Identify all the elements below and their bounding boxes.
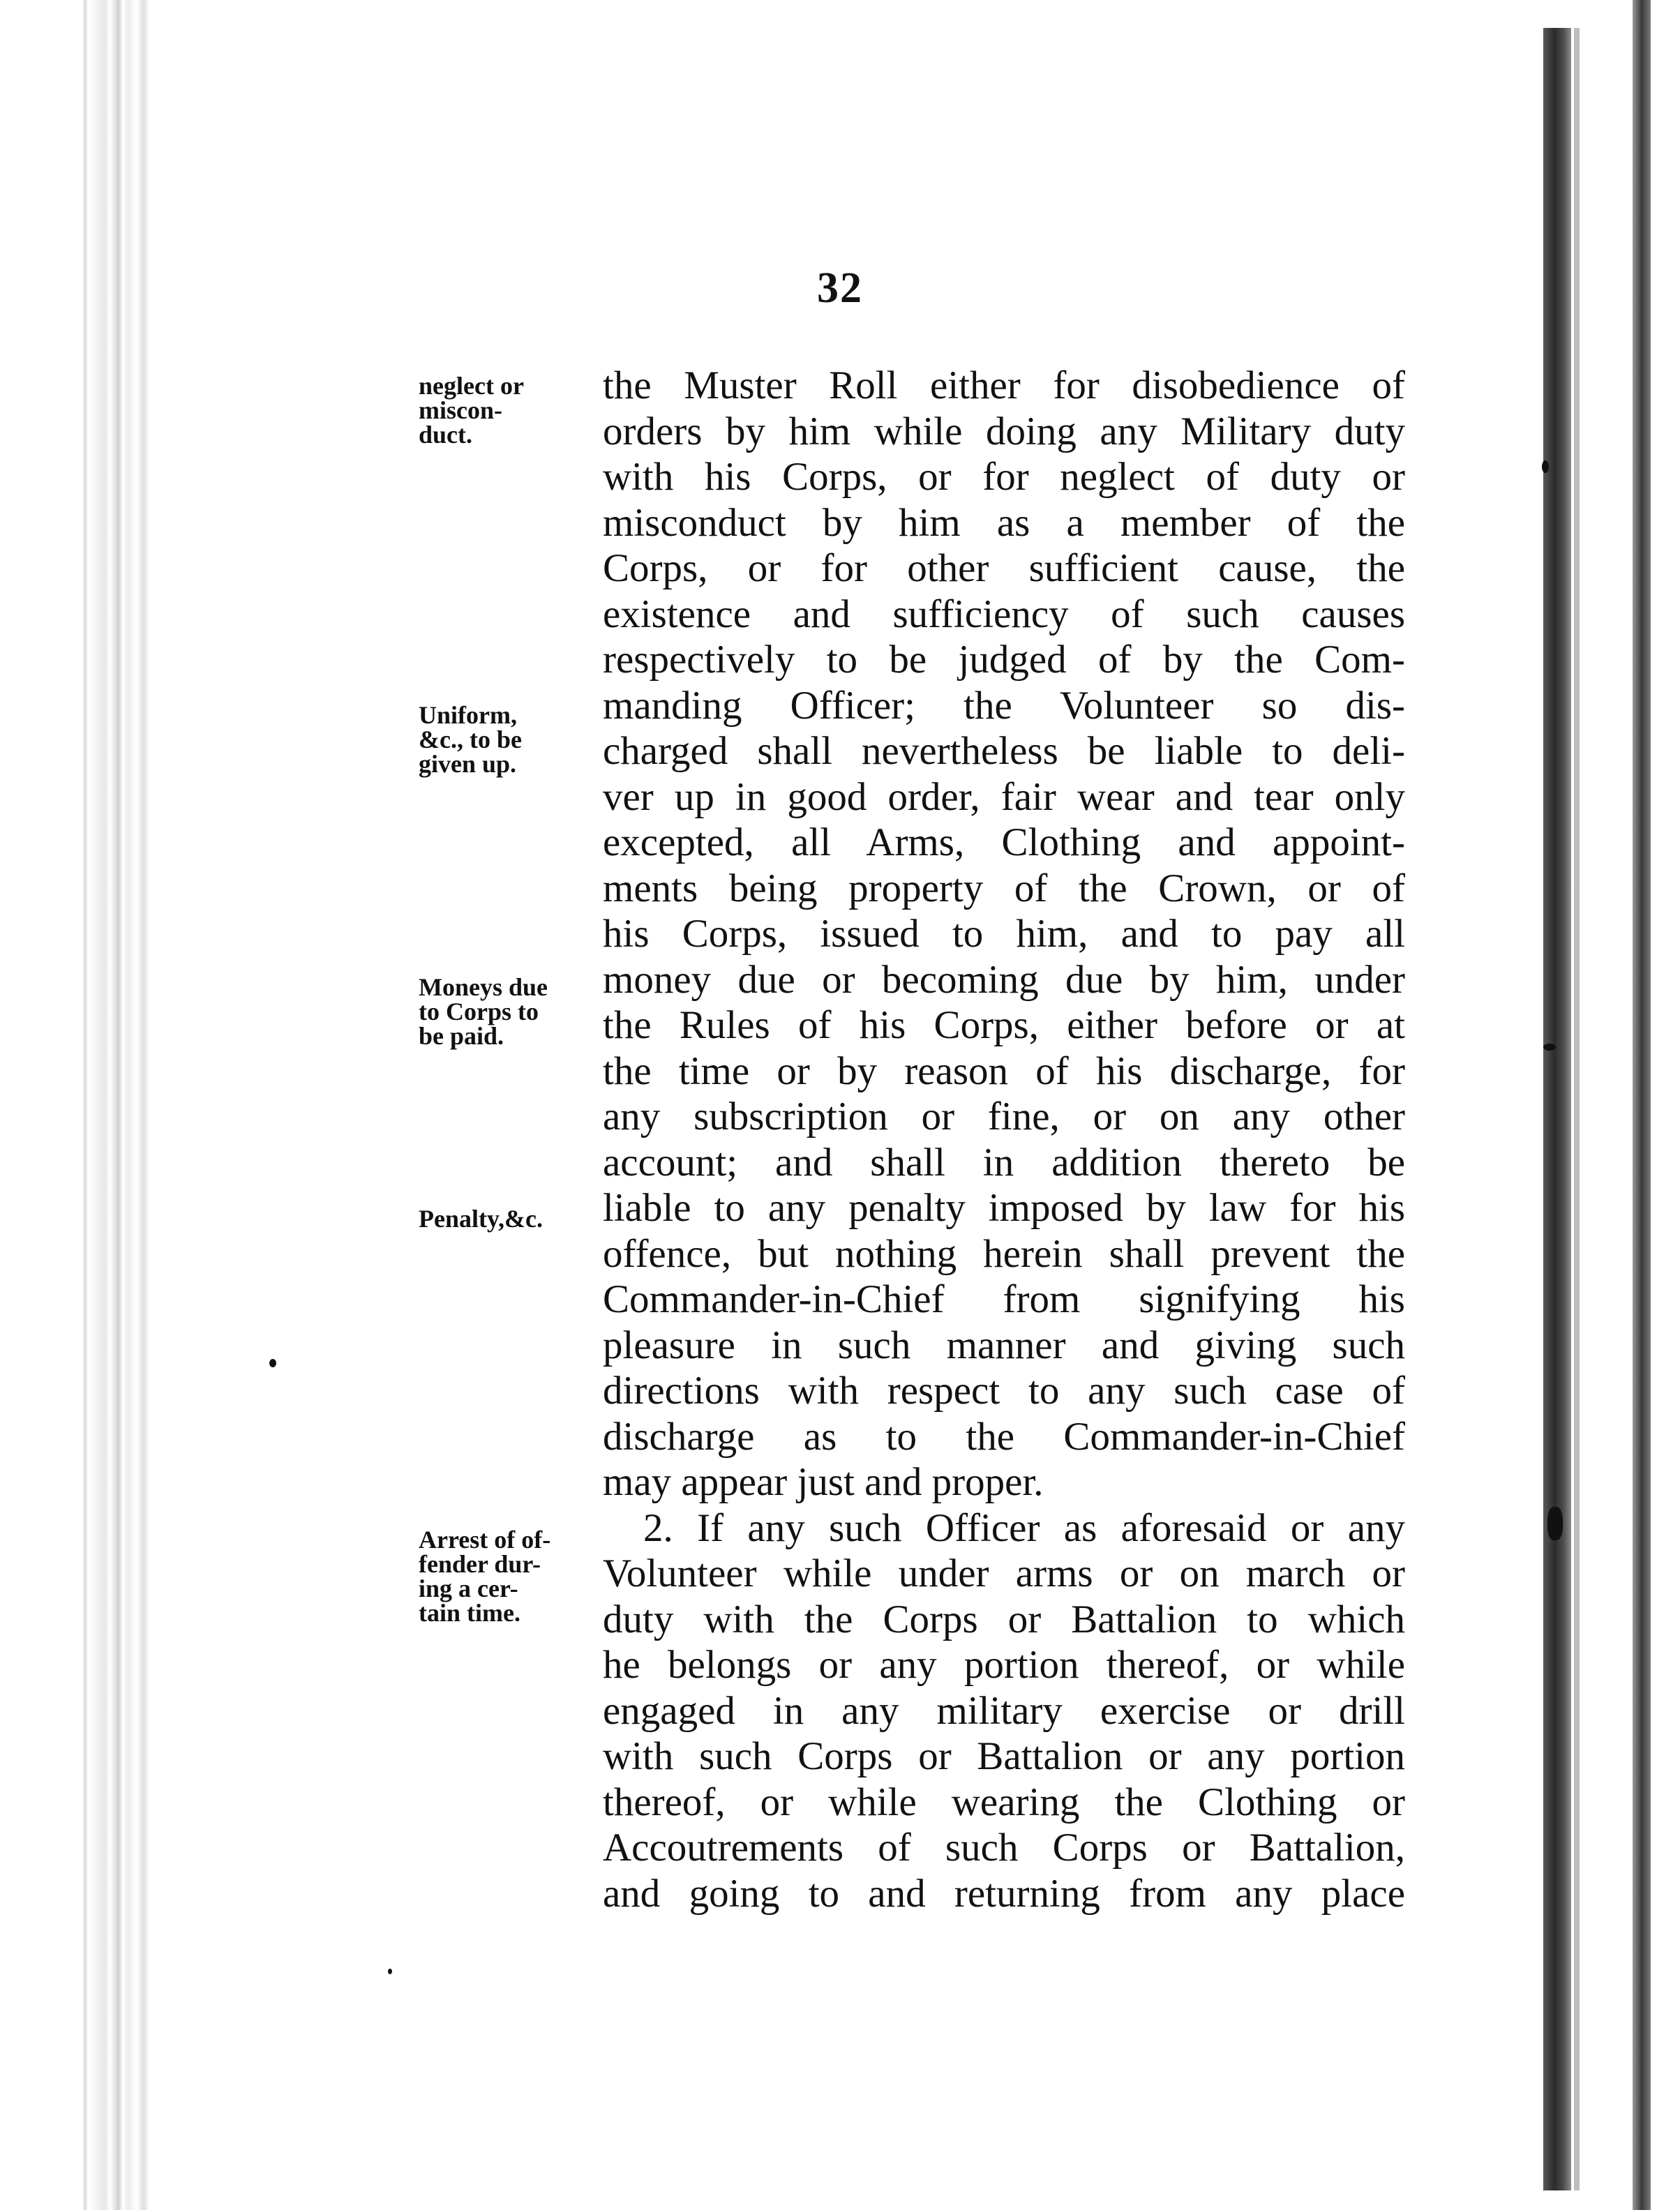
scan-speck <box>1543 1044 1556 1051</box>
margin-note-neglect <box>419 374 600 447</box>
margin-note-line: miscon- <box>419 396 502 424</box>
binding-highlight <box>1574 28 1580 2190</box>
body-line: excepted, all Arms, Clothing and appoint- <box>603 820 1405 864</box>
scan-speck <box>1547 1507 1563 1540</box>
facing-page-edge <box>1633 0 1651 2210</box>
body-line: the time or by reason of his discharge, for <box>603 1048 1405 1093</box>
body-line: and going to and returning from any place <box>603 1871 1405 1916</box>
body-line: engaged in any military exercise or drill <box>603 1688 1405 1733</box>
scan-speck <box>388 1969 392 1974</box>
body-line: his Corps, issued to him, and to pay all <box>603 912 1405 956</box>
body-line: he belongs or any portion thereof, or while <box>603 1643 1405 1687</box>
binding-shadow <box>1543 28 1571 2190</box>
margin-note-penalty <box>419 1207 600 1231</box>
scan-speck <box>1542 460 1549 473</box>
body-line: the Rules of his Corps, either before or at <box>603 1003 1405 1047</box>
body-line: thereof, or while wearing the Clothing or <box>603 1780 1405 1824</box>
margin-note-line: be paid. <box>419 1022 504 1050</box>
body-line: Corps, or for other sufficient cause, the <box>603 546 1405 590</box>
body-line: account; and shall in addition thereto be <box>603 1140 1405 1185</box>
body-line: money due or becoming due by him, under <box>603 957 1405 1002</box>
body-line: Commander-in-Chief from signifying his <box>603 1277 1405 1321</box>
scan-speck <box>269 1359 276 1367</box>
body-line: liable to any penalty imposed by law for his <box>603 1186 1405 1230</box>
body-line: existence and sufficiency of such causes <box>603 592 1405 636</box>
body-line: 2. If any such Officer as aforesaid or any <box>643 1505 1405 1550</box>
margin-note-line: given up. <box>419 750 517 778</box>
body-line: ver up in good order, fair wear and tear only <box>603 774 1405 819</box>
body-line: with his Corps, or for neglect of duty or <box>603 455 1405 499</box>
margin-note-line: ing a cer- <box>419 1574 518 1602</box>
margin-note-line: Uniform, <box>419 701 517 729</box>
page-left-edge <box>0 0 160 2210</box>
body-line: Accoutrements of such Corps or Battalion, <box>603 1826 1405 1870</box>
margin-note-line: to Corps to <box>419 998 539 1025</box>
margin-note-line: neglect or <box>419 372 524 400</box>
body-line: respectively to be judged of by the Com- <box>603 638 1405 682</box>
body-line: directions with respect to any such case of <box>603 1369 1405 1413</box>
body-line: charged shall nevertheless be liable to deli- <box>603 729 1405 773</box>
page-number: 32 <box>817 264 863 312</box>
margin-note-line: Arrest of of- <box>419 1526 551 1554</box>
margin-note-line: tain time. <box>419 1599 520 1627</box>
margin-note-moneys <box>419 975 600 1048</box>
margin-note-line: Moneys due <box>419 973 548 1001</box>
margin-note-line: fender dur- <box>419 1550 541 1578</box>
margin-note-line: &c., to be <box>419 726 522 753</box>
body-line: pleasure in such manner and giving such <box>603 1323 1405 1367</box>
body-line: misconduct by him as a member of the <box>603 500 1405 545</box>
page-right-edge <box>1528 0 1680 2210</box>
body-line: duty with the Corps or Battalion to which <box>603 1597 1405 1641</box>
body-text <box>603 363 1405 1916</box>
body-line: offence, but nothing herein shall prevent the <box>603 1231 1405 1276</box>
margin-note-line: duct. <box>419 421 473 449</box>
body-line: any subscription or fine, or on any other <box>603 1095 1405 1138</box>
body-line: manding Officer; the Volunteer so dis- <box>603 683 1405 728</box>
body-line: discharge as to the Commander-in-Chief <box>603 1414 1405 1459</box>
margin-note-line: Penalty,&c. <box>419 1205 543 1233</box>
body-line: the Muster Roll either for disobedience of <box>603 363 1405 407</box>
body-line: ments being property of the Crown, or of <box>603 866 1405 910</box>
margin-note-uniform <box>419 703 600 776</box>
body-line: with such Corps or Battalion or any portion <box>603 1734 1405 1778</box>
body-line: orders by him while doing any Military duty <box>603 409 1405 453</box>
margin-note-arrest <box>419 1528 600 1625</box>
body-line: may appear just and proper. <box>603 1460 1044 1504</box>
body-line: Volunteer while under arms or on march or <box>603 1551 1405 1595</box>
